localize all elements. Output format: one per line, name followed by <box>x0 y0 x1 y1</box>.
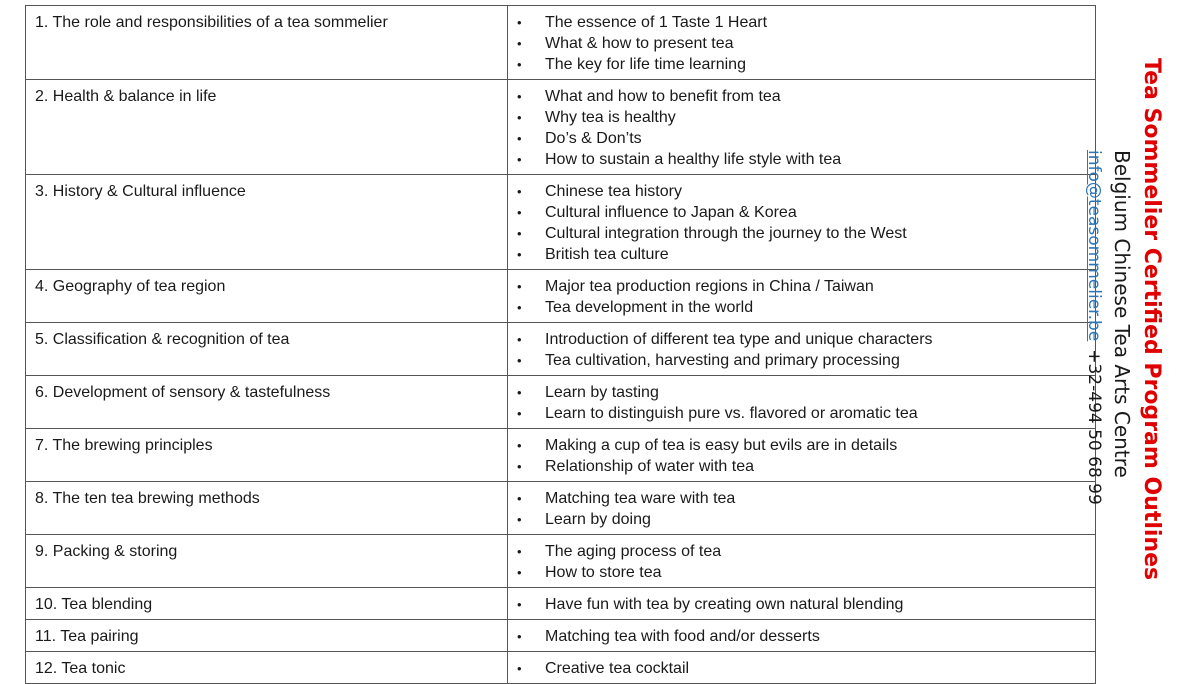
points-list <box>517 488 1087 530</box>
list-item: • Learn by doing <box>517 509 1087 530</box>
list-item: • Do’s & Don’ts <box>517 128 1087 149</box>
topic-cell: 1. The role and responsibilities of a tea sommelier <box>26 6 508 80</box>
points-list <box>517 626 1087 647</box>
points-cell <box>508 270 1096 323</box>
outline-row <box>26 80 1096 175</box>
points-cell <box>508 535 1096 588</box>
topic-cell: 10. Tea blending <box>26 588 508 620</box>
list-item: • The key for life time learning <box>517 54 1087 75</box>
topic-cell: 8. The ten tea brewing methods <box>26 482 508 535</box>
outline-row <box>26 535 1096 588</box>
topic-cell: 3. History & Cultural influence <box>26 175 508 270</box>
program-title: Tea Sommelier Certified Program Outlines <box>1139 58 1164 581</box>
centre-name: Belgium Chinese Tea Arts Centre <box>1110 150 1134 478</box>
points-list <box>517 594 1087 615</box>
list-item: • Matching tea with food and/or desserts <box>517 626 1087 647</box>
outline-body <box>26 6 1096 684</box>
list-item: • The aging process of tea <box>517 541 1087 562</box>
points-list <box>517 658 1087 679</box>
topic-cell: 12. Tea tonic <box>26 652 508 684</box>
points-cell <box>508 175 1096 270</box>
outline-table <box>25 5 1096 684</box>
points-list <box>517 181 1087 265</box>
list-item: • Cultural integration through the journey to the West <box>517 223 1087 244</box>
points-cell <box>508 376 1096 429</box>
outline-row <box>26 620 1096 652</box>
list-item: • Chinese tea history <box>517 181 1087 202</box>
points-list <box>517 12 1087 75</box>
list-item: • Introduction of different tea type and unique characters <box>517 329 1087 350</box>
list-item: • Relationship of water with tea <box>517 456 1087 477</box>
points-cell <box>508 6 1096 80</box>
topic-cell: 2. Health & balance in life <box>26 80 508 175</box>
points-cell <box>508 80 1096 175</box>
list-item: • Major tea production regions in China / Taiwan <box>517 276 1087 297</box>
outline-row <box>26 323 1096 376</box>
points-cell <box>508 429 1096 482</box>
list-item: • Making a cup of tea is easy but evils are in details <box>517 435 1087 456</box>
contact-line <box>1083 150 1104 505</box>
list-item: • Cultural influence to Japan & Korea <box>517 202 1087 223</box>
list-item: • What and how to benefit from tea <box>517 86 1087 107</box>
points-list <box>517 276 1087 318</box>
outline-row <box>26 175 1096 270</box>
points-list <box>517 541 1087 583</box>
list-item: • The essence of 1 Taste 1 Heart <box>517 12 1087 33</box>
list-item: • How to sustain a healthy life style with tea <box>517 149 1087 170</box>
outline-row <box>26 270 1096 323</box>
outline-row <box>26 6 1096 80</box>
outline-row <box>26 376 1096 429</box>
list-item: • How to store tea <box>517 562 1087 583</box>
phone-number: +32-494 50 68 99 <box>1084 349 1104 505</box>
list-item: • Learn by tasting <box>517 382 1087 403</box>
topic-cell: 4. Geography of tea region <box>26 270 508 323</box>
topic-cell: 6. Development of sensory & tastefulness <box>26 376 508 429</box>
outline-row <box>26 429 1096 482</box>
topic-cell: 11. Tea pairing <box>26 620 508 652</box>
outline-row <box>26 482 1096 535</box>
outline-row <box>26 652 1096 684</box>
topic-cell: 5. Classification & recognition of tea <box>26 323 508 376</box>
list-item: • Creative tea cocktail <box>517 658 1087 679</box>
list-item: • Learn to distinguish pure vs. flavored or aromatic tea <box>517 403 1087 424</box>
points-cell <box>508 652 1096 684</box>
points-list <box>517 329 1087 371</box>
list-item: • Tea cultivation, harvesting and primary processing <box>517 350 1087 371</box>
email-link[interactable]: info@teasommelier.be <box>1084 150 1104 342</box>
points-list <box>517 86 1087 170</box>
topic-cell: 9. Packing & storing <box>26 535 508 588</box>
points-list <box>517 435 1087 477</box>
list-item: • Have fun with tea by creating own natural blending <box>517 594 1087 615</box>
list-item: • Tea development in the world <box>517 297 1087 318</box>
topic-cell: 7. The brewing principles <box>26 429 508 482</box>
list-item: • What & how to present tea <box>517 33 1087 54</box>
list-item: • British tea culture <box>517 244 1087 265</box>
list-item: • Why tea is healthy <box>517 107 1087 128</box>
list-item: • Matching tea ware with tea <box>517 488 1087 509</box>
outline-row <box>26 588 1096 620</box>
points-cell <box>508 482 1096 535</box>
points-cell <box>508 620 1096 652</box>
points-cell <box>508 323 1096 376</box>
points-cell <box>508 588 1096 620</box>
points-list <box>517 382 1087 424</box>
